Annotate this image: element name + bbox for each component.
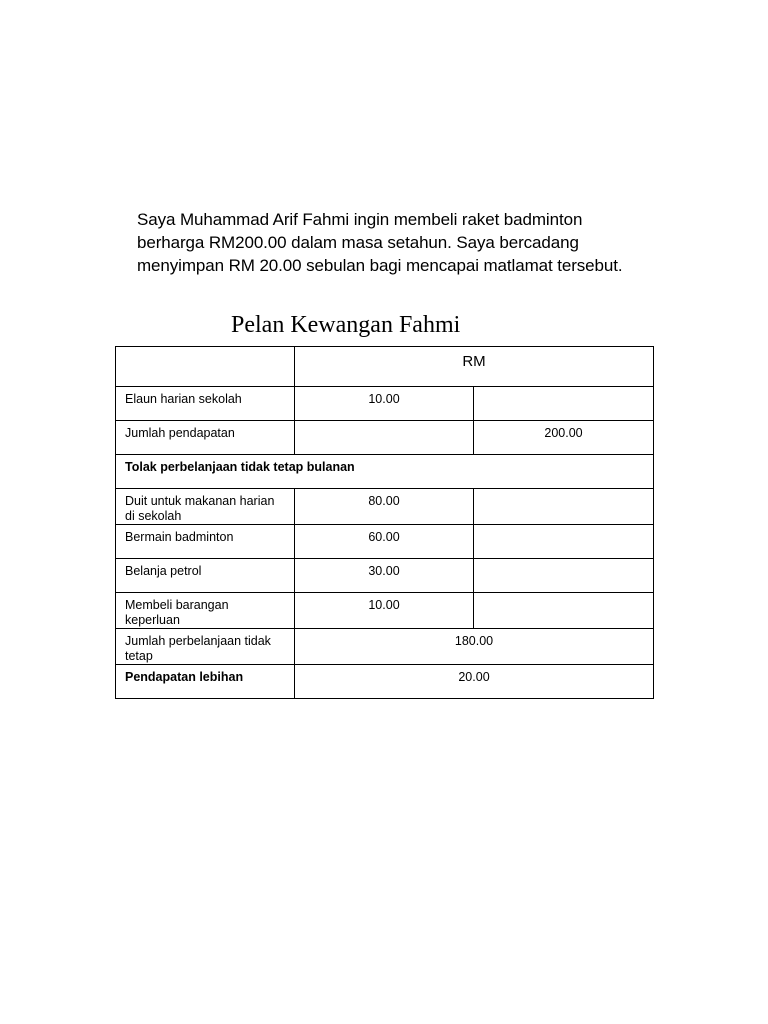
- row-label: Jumlah perbelanjaan tidak tetap: [116, 629, 295, 665]
- row-total-empty: [474, 387, 654, 421]
- row-label: Pendapatan lebihan: [116, 665, 295, 699]
- table-row-expense: [116, 489, 654, 525]
- row-label: Jumlah pendapatan: [116, 421, 295, 455]
- table-row-expense: [116, 593, 654, 629]
- row-total-empty: [474, 559, 654, 593]
- row-amount: 30.00: [295, 559, 474, 593]
- row-total: 200.00: [474, 421, 654, 455]
- table-row-expense: [116, 559, 654, 593]
- table-row-expense: [116, 525, 654, 559]
- section-heading: Tolak perbelanjaan tidak tetap bulanan: [116, 455, 654, 489]
- financial-plan-table: [115, 346, 654, 699]
- row-amount: 60.00: [295, 525, 474, 559]
- row-amount: 10.00: [295, 387, 474, 421]
- intro-paragraph: [137, 208, 697, 277]
- row-total-empty: [474, 525, 654, 559]
- row-label: Belanja petrol: [116, 559, 295, 593]
- table-row-jumlah-pendapatan: [116, 421, 654, 455]
- intro-line: Saya Muhammad Arif Fahmi ingin membeli raket badminton: [137, 210, 583, 229]
- page-title: Pelan Kewangan Fahmi: [231, 312, 461, 338]
- row-total-empty: [474, 489, 654, 525]
- row-label: Elaun harian sekolah: [116, 387, 295, 421]
- row-amount: 180.00: [295, 629, 654, 665]
- table-row-tolak-heading: [116, 455, 654, 489]
- intro-line: berharga RM200.00 dalam masa setahun. Saya bercadang: [137, 233, 579, 252]
- header-empty-cell: [116, 347, 295, 387]
- table-row-jumlah-perbelanjaan: [116, 629, 654, 665]
- table-row-pendapatan-lebihan: [116, 665, 654, 699]
- row-label: Membeli barangan keperluan: [116, 593, 295, 629]
- row-amount-empty: [295, 421, 474, 455]
- table-row-elaun: [116, 387, 654, 421]
- row-amount: 20.00: [295, 665, 654, 699]
- intro-line: menyimpan RM 20.00 sebulan bagi mencapai matlamat tersebut.: [137, 256, 623, 275]
- table-header-row: [116, 347, 654, 387]
- currency-header: RM: [295, 347, 654, 387]
- row-total-empty: [474, 593, 654, 629]
- row-amount: 10.00: [295, 593, 474, 629]
- row-label: Duit untuk makanan harian di sekolah: [116, 489, 295, 525]
- row-label: Bermain badminton: [116, 525, 295, 559]
- row-amount: 80.00: [295, 489, 474, 525]
